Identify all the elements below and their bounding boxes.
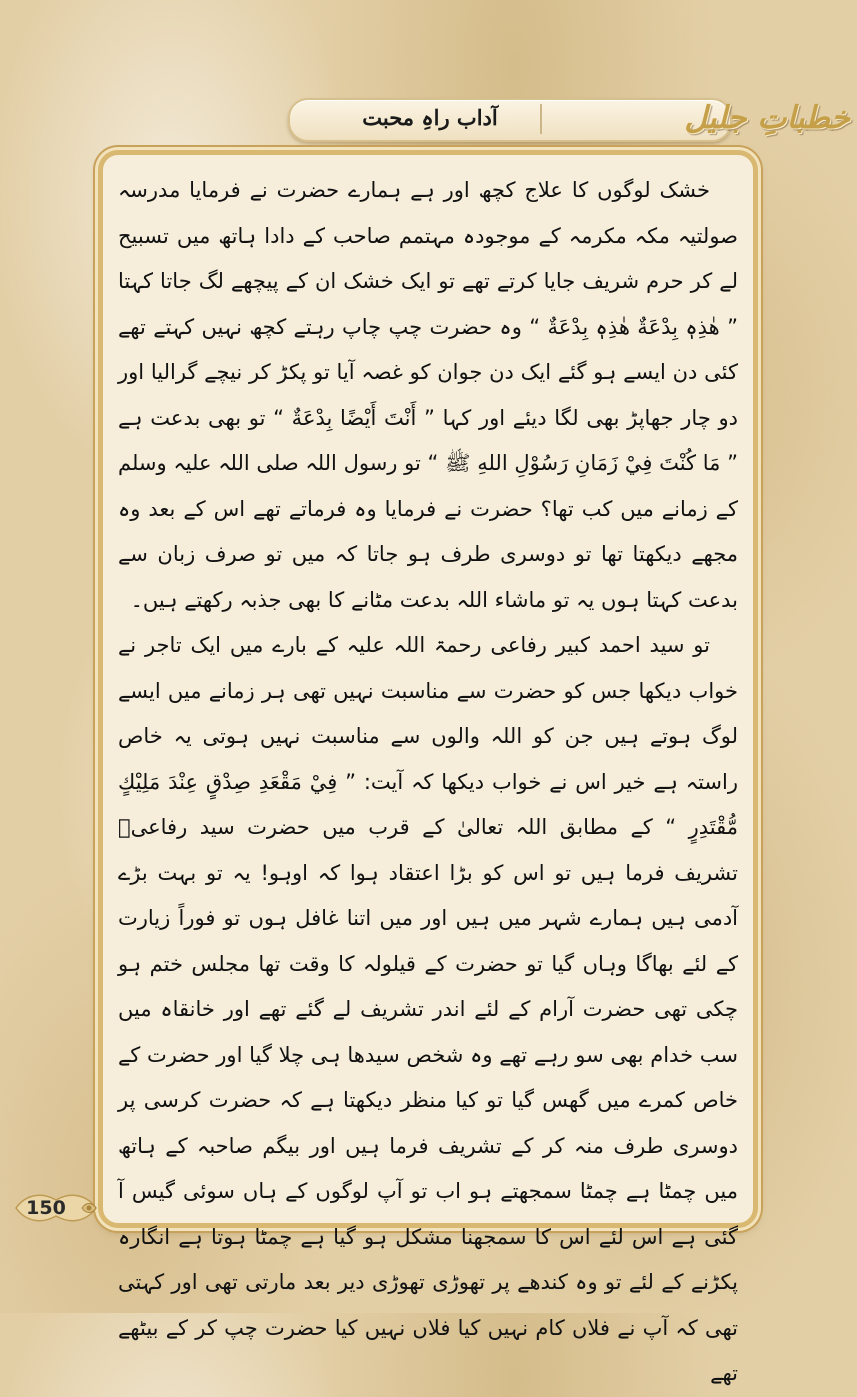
paragraph: خشک لوگوں کا علاج کچھ اور ہے ہمارے حضرت نے فرمایا مدرسہ صولتیہ مکہ مکرمہ کے موجودہ مہتمم صاحب کے دادا ہاتھ میں تسبیح لے کر حرم شریف جایا کرتے تھے تو ایک خشک ان کے پیچھے لگ جاتا کہتا ” هٰذِهٖ بِدْعَةٌ هٰذِهٖ بِدْعَةٌ “ وہ حضرت چپ چاپ رہتے کچھ نہیں کہتے تھے کئی دن ایسے ہو گئے ایک دن جوان کو غصہ آیا تو پکڑ کر نیچے گرالیا اور دو چار جھاپڑ بھی لگا دیئے اور کہا ” أَنْتَ أَيْضًا بِدْعَةٌ “ تو بھی بدعت ہے ” مَا كُنْتَ فِيْ زَمَانِ رَسُوْلِ اللهِ ﷺ “ تو رسول اللہ صلی اللہ علیہ وسلم کے زمانے میں کب تھا؟ حضرت نے فرمایا وہ فرماتے تھے اس کے بعد وہ مجھے دیکھتا تھا تو دوسری طرف ہو جاتا کہ میں تو صرف زبان سے بدعت کہتا ہوں یہ تو ماشاء اللہ بدعت مٹانے کا بھی جذبہ رکھتے ہیں۔ xyxy=(118,178,738,612)
chapter-title: آداب راہِ محبت xyxy=(362,105,498,130)
header-divider xyxy=(540,104,542,134)
page-number: 150 xyxy=(26,1197,66,1219)
paragraph: تو سید احمد کبیر رفاعی رحمۃ اللہ علیہ کے بارے میں ایک تاجر نے خواب دیکھا جس کو حضرت سے مناسبت نہیں تھی ہر زمانے میں ایسے لوگ ہوتے ہیں جن کو اللہ والوں سے مناسبت نہیں ہوتی یہ خاص راستہ ہے خیر اس نے خواب دیکھا کہ آیت: ” فِيْ مَقْعَدِ صِدْقٍ عِنْدَ مَلِيْكٍ مُّقْتَدِرٍ “ کے مطابق اللہ تعالیٰ کے قرب میں حضرت سید رفاعیؒ تشریف فرما ہیں تو اس کو بڑا اعتقاد ہوا کہ اوہو! یہ تو بہت بڑے آدمی ہیں ہمارے شہر میں ہیں اور میں اتنا غافل ہوں تو فوراً زیارت کے لئے بھاگا وہاں گیا تو حضرت کے قیلولہ کا وقت تھا مجلس ختم ہو چکی تھی حضرت آرام کے لئے اندر تشریف لے گئے تھے اور خانقاہ میں سب خدام بھی سو رہے تھے وہ شخص سیدھا ہی چلا گیا اور حضرت کے خاص کمرے میں گھس گیا تو کیا منظر دیکھتا ہے کہ حضرت کرسی پر دوسری طرف منہ کر کے تشریف فرما ہیں اور بیگم صاحبہ کے ہاتھ میں چمٹا ہے چمٹا سمجھتے ہو اب تو آپ لوگوں کے ہاں سوئی گیس آ گئی ہے اس لئے اس کا سمجھنا مشکل ہو گیا ہے چمٹا ہوتا ہے انگارہ پکڑنے کے لئے تو وہ کندھے پر تھوڑی تھوڑی دیر بعد مارتی تھی اور کہتی تھی کہ آپ نے فلاں کام نہیں کیا فلاں نہیں کیا حضرت چپ کر کے بیٹھے تھے xyxy=(118,633,738,1385)
page-body xyxy=(118,168,738,1385)
series-title-logo: خطباتِ جلیل xyxy=(684,100,850,136)
